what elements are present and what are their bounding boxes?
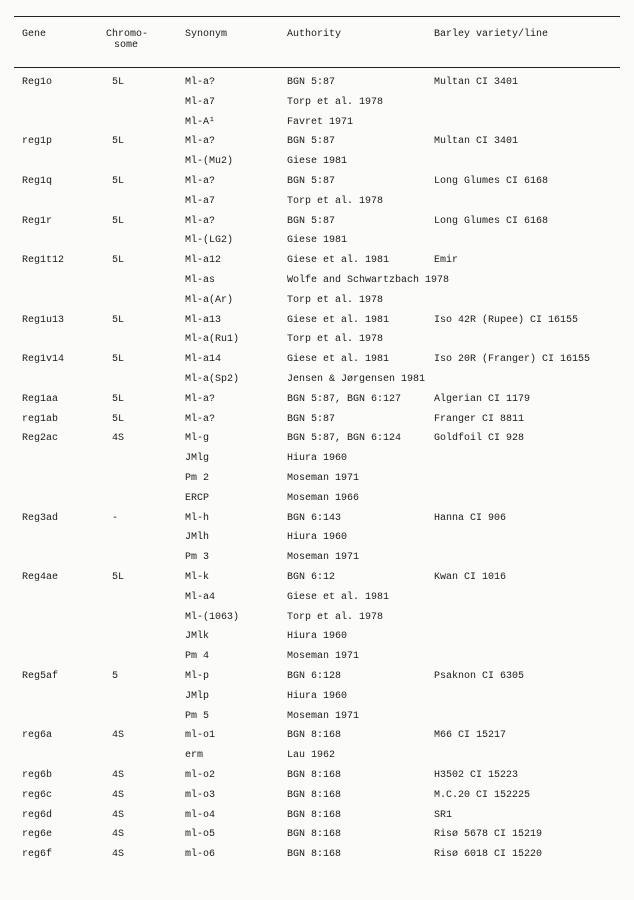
header-rule [14,67,620,68]
authority-cell: BGN 8:168 [287,810,342,821]
variety-cell: Hanna CI 906 [434,513,507,524]
synonym-cell: Ml-a? [185,176,216,187]
chromosome-cell: 5L [112,354,125,365]
synonym-cell: Ml-a12 [185,255,222,266]
variety-cell: Algerian CI 1179 [434,394,531,405]
authority-cell: Moseman 1971 [287,711,360,722]
synonym-cell: JMlg [185,453,210,464]
synonym-cell: Ml-A¹ [185,117,216,128]
authority-cell: BGN 8:168 [287,829,342,840]
synonym-cell: Ml-a7 [185,196,216,207]
header-gene: Gene [22,29,47,40]
header-chromosome-line1: Chromo- [106,29,149,40]
header-synonym: Synonym [185,29,228,40]
chromosome-cell: 5L [112,315,125,326]
authority-cell: Giese 1981 [287,156,348,167]
synonym-cell: ml-o6 [185,849,216,860]
authority-cell: BGN 8:168 [287,730,342,741]
synonym-cell: Ml-a13 [185,315,222,326]
synonym-cell: JMlh [185,532,210,543]
table-row [0,828,634,847]
table-row [0,551,634,570]
authority-cell: BGN 5:87 [287,414,336,425]
table-row [0,630,634,649]
synonym-cell: Ml-a4 [185,592,216,603]
synonym-cell: Ml-a(Ar) [185,295,234,306]
chromosome-cell: 4S [112,770,125,781]
table-row [0,135,634,154]
table-row [0,234,634,253]
authority-cell: BGN 6:12 [287,572,336,583]
synonym-cell: Ml-a? [185,77,216,88]
table-row [0,472,634,491]
authority-cell: Hiura 1960 [287,691,348,702]
synonym-cell: Ml-as [185,275,216,286]
table-row [0,729,634,748]
table-row [0,571,634,590]
top-rule [14,16,620,17]
synonym-cell: ml-o5 [185,829,216,840]
gene-cell: reg6b [22,770,53,781]
synonym-cell: Ml-g [185,433,210,444]
table-row [0,215,634,234]
variety-cell: Goldfoil CI 928 [434,433,525,444]
table-row [0,96,634,115]
authority-cell: Torp et al. 1978 [287,334,384,345]
gene-cell: reg6f [22,849,53,860]
header-chromosome-line2: some [114,40,139,51]
authority-cell: Torp et al. 1978 [287,196,384,207]
gene-cell: reg6e [22,829,53,840]
chromosome-cell: 4S [112,730,125,741]
synonym-cell: Ml-a(Ru1) [185,334,240,345]
synonym-cell: Ml-a? [185,136,216,147]
table-row [0,848,634,867]
authority-cell: Giese et al. 1981 [287,354,390,365]
gene-cell: Reg3ad [22,513,59,524]
table-row [0,769,634,788]
synonym-cell: Ml-a14 [185,354,222,365]
gene-cell: Reg1r [22,216,53,227]
variety-cell: Long Glumes CI 6168 [434,176,549,187]
authority-cell: Moseman 1971 [287,651,360,662]
authority-cell: Torp et al. 1978 [287,295,384,306]
variety-cell: M66 CI 15217 [434,730,507,741]
synonym-cell: ml-o2 [185,770,216,781]
authority-cell: Giese et al. 1981 [287,255,390,266]
variety-cell: Kwan CI 1016 [434,572,507,583]
gene-cell: Reg1u13 [22,315,65,326]
variety-cell: Psaknon CI 6305 [434,671,525,682]
table-row [0,531,634,550]
table-row [0,749,634,768]
variety-cell: SR1 [434,810,453,821]
variety-cell: Iso 42R (Rupee) CI 16155 [434,315,579,326]
variety-cell: Iso 20R (Franger) CI 16155 [434,354,591,365]
authority-cell: Moseman 1971 [287,473,360,484]
table-row [0,353,634,372]
synonym-cell: Ml-a? [185,216,216,227]
synonym-cell: Ml-h [185,513,210,524]
table-row [0,294,634,313]
authority-cell: Favret 1971 [287,117,354,128]
chromosome-cell: 5L [112,176,125,187]
table-row [0,155,634,174]
variety-cell: Multan CI 3401 [434,77,519,88]
synonym-cell: Ml-p [185,671,210,682]
header-chromosome [106,29,148,51]
table-row [0,690,634,709]
table-row [0,452,634,471]
chromosome-cell: 5L [112,255,125,266]
synonym-cell: Ml-a(Sp2) [185,374,240,385]
synonym-cell: ml-o3 [185,790,216,801]
variety-cell: Multan CI 3401 [434,136,519,147]
chromosome-cell: 4S [112,849,125,860]
synonym-cell: Ml-k [185,572,210,583]
chromosome-cell: 4S [112,433,125,444]
table-row [0,274,634,293]
gene-cell: Reg1o [22,77,53,88]
synonym-cell: Ml-a? [185,414,216,425]
authority-cell: Giese et al. 1981 [287,315,390,326]
synonym-cell: ERCP [185,493,210,504]
authority-cell: BGN 5:87 [287,77,336,88]
gene-cell: reg6d [22,810,53,821]
chromosome-cell: 5L [112,136,125,147]
synonym-cell: JMlk [185,631,210,642]
synonym-cell: Ml-(LG2) [185,235,234,246]
gene-cell: reg6a [22,730,53,741]
gene-cell: Reg4ae [22,572,59,583]
chromosome-cell: - [112,513,119,524]
chromosome-cell: 4S [112,810,125,821]
table-row [0,789,634,808]
chromosome-cell: 5 [112,671,119,682]
table-row [0,650,634,669]
gene-cell: Reg1q [22,176,53,187]
variety-cell: Franger CI 8811 [434,414,525,425]
synonym-cell: Pm 3 [185,552,210,563]
chromosome-cell: 5L [112,572,125,583]
variety-cell: Emir [434,255,459,266]
synonym-cell: Ml-a? [185,394,216,405]
table-row [0,512,634,531]
chromosome-cell: 4S [112,790,125,801]
authority-cell: BGN 5:87 [287,216,336,227]
table-row [0,175,634,194]
authority-cell: Jensen & Jørgensen 1981 [287,374,426,385]
gene-cell: reg1ab [22,414,59,425]
authority-cell: BGN 8:168 [287,849,342,860]
variety-cell: Risø 6018 CI 15220 [434,849,543,860]
variety-cell: M.C.20 CI 152225 [434,790,531,801]
table-row [0,809,634,828]
table-row [0,432,634,451]
table-row [0,314,634,333]
authority-cell: BGN 5:87 [287,136,336,147]
table-row [0,670,634,689]
authority-cell: BGN 5:87, BGN 6:124 [287,433,402,444]
synonym-cell: Pm 2 [185,473,210,484]
variety-cell: Risø 5678 CI 15219 [434,829,543,840]
chromosome-cell: 5L [112,394,125,405]
variety-cell: Long Glumes CI 6168 [434,216,549,227]
table-row [0,333,634,352]
synonym-cell: Pm 5 [185,711,210,722]
authority-cell: Lau 1962 [287,750,336,761]
synonym-cell: Ml-(Mu2) [185,156,234,167]
table-row [0,393,634,412]
authority-cell: BGN 5:87, BGN 6:127 [287,394,402,405]
authority-cell: Moseman 1966 [287,493,360,504]
gene-cell: Reg2ac [22,433,59,444]
authority-cell: BGN 6:128 [287,671,342,682]
gene-cell: Reg1t12 [22,255,65,266]
gene-cell: Reg5af [22,671,59,682]
gene-cell: reg1p [22,136,53,147]
table-row [0,413,634,432]
table-row [0,492,634,511]
table-row [0,710,634,729]
variety-cell: H3502 CI 15223 [434,770,519,781]
authority-cell: Torp et al. 1978 [287,612,384,623]
synonym-cell: JMlp [185,691,210,702]
authority-cell: BGN 8:168 [287,790,342,801]
synonym-cell: Pm 4 [185,651,210,662]
authority-cell: Moseman 1971 [287,552,360,563]
table-row [0,591,634,610]
authority-cell: Giese et al. 1981 [287,592,390,603]
synonym-cell: ml-o4 [185,810,216,821]
authority-cell: Hiura 1960 [287,631,348,642]
chromosome-cell: 5L [112,216,125,227]
authority-cell: Torp et al. 1978 [287,97,384,108]
authority-cell: Wolfe and Schwartzbach 1978 [287,275,450,286]
table-row [0,373,634,392]
table-row [0,195,634,214]
table-row [0,116,634,135]
authority-cell: Giese 1981 [287,235,348,246]
authority-cell: Hiura 1960 [287,532,348,543]
authority-cell: BGN 8:168 [287,770,342,781]
chromosome-cell: 5L [112,414,125,425]
synonym-cell: Ml-a7 [185,97,216,108]
chromosome-cell: 5L [112,77,125,88]
synonym-cell: erm [185,750,204,761]
chromosome-cell: 4S [112,829,125,840]
table-row [0,76,634,95]
authority-cell: Hiura 1960 [287,453,348,464]
authority-cell: BGN 6:143 [287,513,342,524]
synonym-cell: ml-o1 [185,730,216,741]
table-row [0,254,634,273]
table-row [0,611,634,630]
header-variety: Barley variety/line [434,29,549,40]
gene-cell: Reg1aa [22,394,59,405]
authority-cell: BGN 5:87 [287,176,336,187]
synonym-cell: Ml-(1063) [185,612,240,623]
gene-cell: Reg1v14 [22,354,65,365]
header-authority: Authority [287,29,342,40]
gene-cell: reg6c [22,790,53,801]
